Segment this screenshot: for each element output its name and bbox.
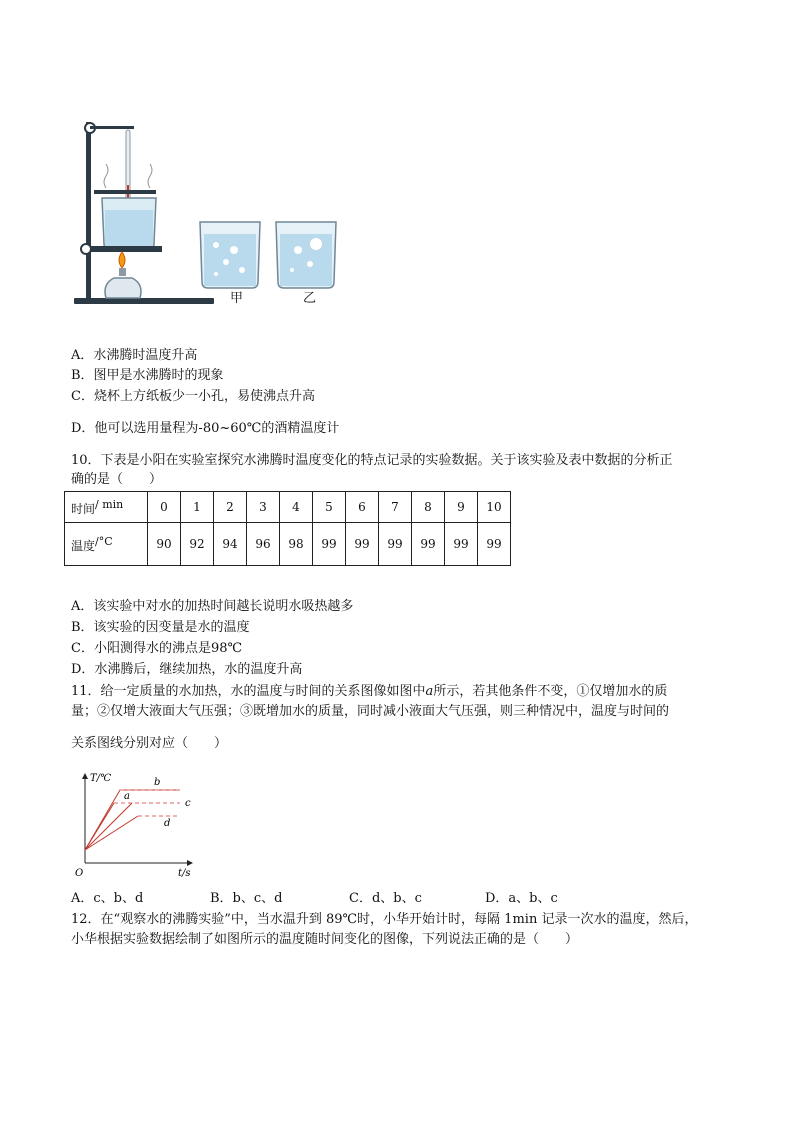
curve-label-a: a (124, 791, 130, 802)
time-cell: 1 (181, 492, 214, 523)
support-ring (90, 246, 162, 252)
temp-header: 温度$^{/^\circ C}$ (65, 523, 148, 566)
boiling-apparatus-figure (66, 110, 356, 315)
origin-label: O (75, 868, 84, 878)
q10-option-a: A．该实验中对水的加热时间越长说明水吸热越多 (71, 599, 354, 614)
stand-rod (86, 122, 91, 300)
time-header: 时间$^{/ min}$ (65, 492, 148, 523)
q11-stem-line2: 量；②仅增大液面大气压强；③既增加水的质量，同时减小液面大气压强，则三种情况中，温度与时间的 (71, 704, 670, 719)
q9-option-b: B．图甲是水沸腾时的现象 (71, 368, 224, 383)
temp-cell: 90 (148, 523, 181, 566)
time-cell: 0 (148, 492, 181, 523)
temp-cell: 99 (379, 523, 412, 566)
temp-cell: 92 (181, 523, 214, 566)
curve-label-b: b (154, 777, 161, 788)
table-row-time (65, 492, 511, 523)
temp-cell: 99 (313, 523, 346, 566)
time-cell: 8 (412, 492, 445, 523)
q10-option-b: B．该实验的因变量是水的温度 (71, 620, 250, 635)
q10-stem-line1: 10．下表是小阳在实验室探究水沸腾时温度变化的特点记录的实验数据。关于该实验及表中数据的分析正 (71, 453, 673, 468)
temp-cell: 98 (280, 523, 313, 566)
time-cell: 2 (214, 492, 247, 523)
curve-d (85, 816, 138, 850)
time-cell: 10 (478, 492, 511, 523)
q9-option-c: C．烧杯上方纸板少一小孔，易使沸点升高 (71, 389, 315, 404)
q10-data-table (64, 491, 511, 566)
flame (119, 252, 125, 268)
y-axis-label: T/℃ (90, 773, 112, 784)
q11-temperature-time-graph (70, 768, 200, 878)
time-cell: 5 (313, 492, 346, 523)
time-cell: 3 (247, 492, 280, 523)
temp-cell: 99 (478, 523, 511, 566)
curve-a (85, 803, 114, 850)
q11-stem-line1: 11．给一定质量的水加热，水的温度与时间的关系图像如图中a所示，若其他条件不变，①仅增加水的质 (71, 684, 668, 699)
x-axis-label: t/s (178, 868, 191, 878)
stand-base (74, 298, 214, 304)
alcohol-lamp (105, 278, 141, 298)
time-cell: 4 (280, 492, 313, 523)
q9-option-a: A．水沸腾时温度升高 (71, 348, 198, 363)
curve-label-d: d (164, 818, 171, 829)
var-a: a (425, 684, 434, 699)
temp-cell: 94 (214, 523, 247, 566)
temp-cell: 96 (247, 523, 280, 566)
table-row-temp (65, 523, 511, 566)
q12-stem-line1: 12．在“观察水的沸腾实验”中，当水温升到 89℃时，小华开始计时，每隔 1min 记录一次水的温度，然后， (71, 912, 698, 927)
cardboard-lid (94, 190, 156, 194)
label-jia: 甲 (230, 291, 244, 306)
q11-option-c: C．d、b、c (349, 891, 422, 906)
temp-cell: 99 (412, 523, 445, 566)
time-cell: 9 (445, 492, 478, 523)
q11-option-a: A．c、b、d (71, 891, 144, 906)
q12-stem-line2: 小华根据实验数据绘制了如图所示的温度随时间变化的图像，下列说法正确的是（ ） (71, 932, 579, 947)
time-cell: 7 (379, 492, 412, 523)
temp-cell: 99 (445, 523, 478, 566)
curve-label-c: c (185, 798, 191, 809)
q11-stem-line3: 关系图线分别对应（ ） (71, 736, 228, 751)
q10-option-c: C．小阳测得水的沸点是98℃ (71, 641, 243, 656)
time-cell: 6 (346, 492, 379, 523)
temp-cell: 99 (346, 523, 379, 566)
q10-stem-line2: 确的是（ ） (71, 472, 163, 487)
q11-option-d: D．a、b、c (485, 891, 558, 906)
q10-option-d: D．水沸腾后，继续加热，水的温度升高 (71, 662, 303, 677)
q11-option-b: B．b、c、d (210, 891, 283, 906)
label-yi: 乙 (303, 291, 317, 306)
q9-option-d: D．他可以选用量程为-80~60℃的酒精温度计 (71, 421, 340, 436)
